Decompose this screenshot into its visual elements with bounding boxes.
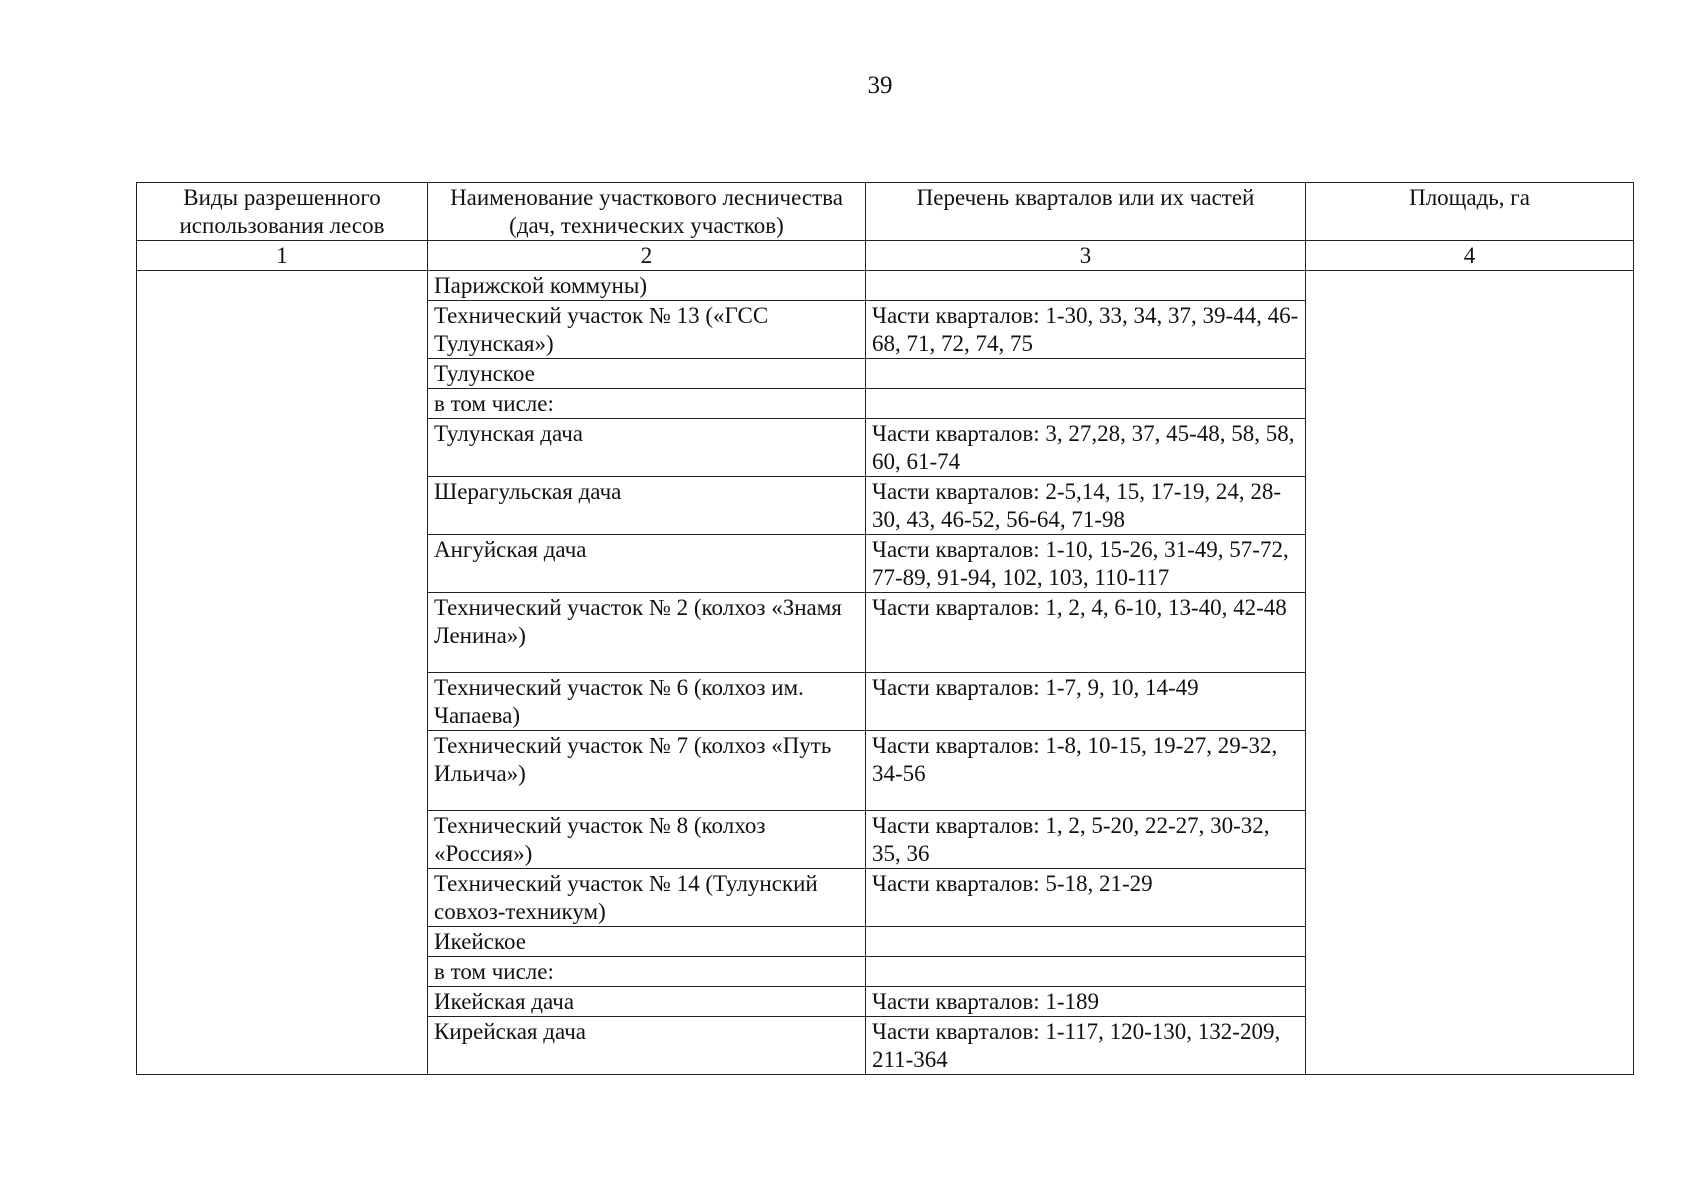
area-cell	[1306, 271, 1634, 1075]
forestry-name-cell: Тулунская дача	[428, 419, 866, 477]
use-type-cell	[137, 271, 428, 1075]
header-quarters-list: Перечень кварталов или их частей	[866, 183, 1306, 241]
quarters-cell	[866, 359, 1306, 389]
header-row	[137, 183, 1634, 241]
quarters-cell	[866, 957, 1306, 987]
column-number: 3	[866, 241, 1306, 271]
quarters-cell: Части кварталов: 1-7, 9, 10, 14-49	[866, 673, 1306, 731]
column-number-row	[137, 241, 1634, 271]
forestry-name-cell: в том числе:	[428, 957, 866, 987]
quarters-cell: Части кварталов: 1, 2, 4, 6-10, 13-40, 42-48	[866, 593, 1306, 673]
forestry-name-cell: Парижской коммуны)	[428, 271, 866, 301]
forestry-name-cell: Технический участок № 14 (Тулунский совхоз-техникум)	[428, 869, 866, 927]
quarters-cell: Части кварталов: 1, 2, 5-20, 22-27, 30-32, 35, 36	[866, 811, 1306, 869]
quarters-cell: Части кварталов: 1-10, 15-26, 31-49, 57-72, 77-89, 91-94, 102, 103, 110-117	[866, 535, 1306, 593]
table-row	[137, 271, 1634, 301]
header-area: Площадь, га	[1306, 183, 1634, 241]
forestry-name-cell: в том числе:	[428, 389, 866, 419]
quarters-cell: Части кварталов: 1-189	[866, 987, 1306, 1017]
forestry-name-cell: Тулунское	[428, 359, 866, 389]
header-forestry-name: Наименование участкового лесничества (дач, технических участков)	[428, 183, 866, 241]
quarters-cell: Части кварталов: 1-8, 10-15, 19-27, 29-32, 34-56	[866, 731, 1306, 811]
forestry-name-cell: Кирейская дача	[428, 1017, 866, 1075]
column-number: 4	[1306, 241, 1634, 271]
forest-use-table	[136, 182, 1634, 1075]
column-number: 1	[137, 241, 428, 271]
forestry-name-cell: Технический участок № 7 (колхоз «Путь Ильича»)	[428, 731, 866, 811]
forestry-name-cell: Ангуйская дача	[428, 535, 866, 593]
quarters-cell: Части кварталов: 5-18, 21-29	[866, 869, 1306, 927]
forestry-name-cell: Технический участок № 8 (колхоз «Россия»)	[428, 811, 866, 869]
forestry-name-cell: Икейское	[428, 927, 866, 957]
quarters-cell: Части кварталов: 1-30, 33, 34, 37, 39-44, 46-68, 71, 72, 74, 75	[866, 301, 1306, 359]
forestry-name-cell: Икейская дача	[428, 987, 866, 1017]
forestry-name-cell: Шерагульская дача	[428, 477, 866, 535]
forestry-name-cell: Технический участок № 6 (колхоз им. Чапаева)	[428, 673, 866, 731]
forestry-name-cell: Технический участок № 13 («ГСС Тулунская»)	[428, 301, 866, 359]
quarters-cell	[866, 927, 1306, 957]
header-use-types: Виды разрешенного использования лесов	[137, 183, 428, 241]
quarters-cell: Части кварталов: 2-5,14, 15, 17-19, 24, 28-30, 43, 46-52, 56-64, 71-98	[866, 477, 1306, 535]
forestry-name-cell: Технический участок № 2 (колхоз «Знамя Ленина»)	[428, 593, 866, 673]
quarters-cell: Части кварталов: 1-117, 120-130, 132-209, 211-364	[866, 1017, 1306, 1075]
page-number: 39	[867, 72, 893, 99]
quarters-cell: Части кварталов: 3, 27,28, 37, 45-48, 58, 58, 60, 61-74	[866, 419, 1306, 477]
quarters-cell	[866, 389, 1306, 419]
quarters-cell	[866, 271, 1306, 301]
column-number: 2	[428, 241, 866, 271]
